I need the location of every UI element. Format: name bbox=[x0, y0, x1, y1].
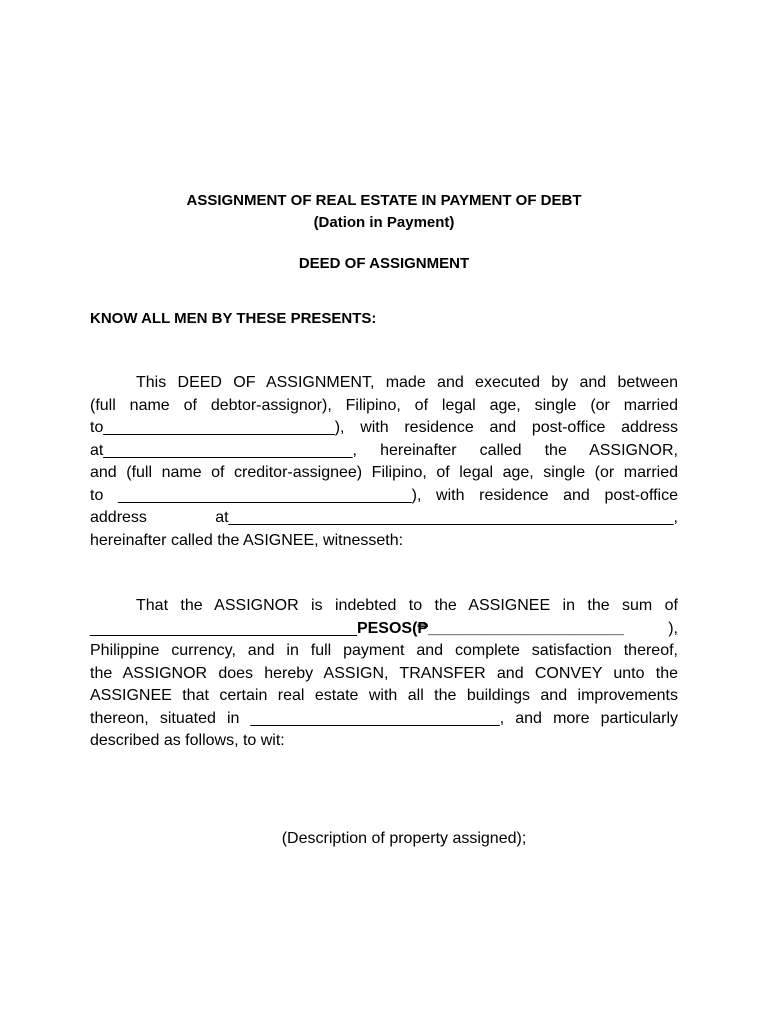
paragraph-line bbox=[90, 595, 678, 618]
paragraph-line bbox=[90, 372, 678, 395]
paragraph-text: address bbox=[90, 509, 147, 526]
deed-heading: DEED OF ASSIGNMENT bbox=[298, 255, 470, 272]
paragraph-text: That the ASSIGNOR is indebted to the ASSIGNEE in the sum of bbox=[136, 597, 678, 614]
document-subtitle: (Dation in Payment) bbox=[313, 214, 455, 231]
pesos-label: PESOS(₱______________________ bbox=[356, 619, 624, 637]
paragraph-text: at__________________________________________________, bbox=[215, 509, 678, 526]
paragraph-line: to _________________________________), with residence and post-office bbox=[90, 486, 678, 504]
paragraph-line: Philippine currency, and in full payment and complete satisfaction thereof, bbox=[90, 642, 678, 659]
paragraph-line bbox=[90, 507, 678, 530]
paragraph-line: ASSIGNEE that certain real estate with all the buildings and improvements bbox=[90, 687, 678, 704]
paragraph-line: (full name of debtor-assignor), Filipino, of legal age, single (or married bbox=[90, 396, 678, 414]
document-title: ASSIGNMENT OF REAL ESTATE IN PAYMENT OF DEBT bbox=[186, 192, 582, 209]
paragraph-text: This DEED OF ASSIGNMENT, made and executed by and between bbox=[136, 374, 678, 391]
paragraph-line: hereinafter called the ASIGNEE, witnesseth: bbox=[90, 531, 404, 549]
paragraph-text: ), bbox=[668, 619, 678, 637]
paragraph-line bbox=[90, 618, 678, 641]
paragraph-line: to__________________________), with residence and post-office address bbox=[90, 419, 678, 436]
paragraph-parties bbox=[90, 372, 678, 552]
paragraph-consideration bbox=[90, 595, 678, 753]
paragraph-line: thereon, situated in ____________________________, and more particularly bbox=[90, 709, 678, 727]
paragraph-line: described as follows, to wit: bbox=[90, 732, 285, 749]
paragraph-line: and (full name of creditor-assignee) Filipino, of legal age, single (or married bbox=[90, 464, 678, 481]
paragraph-line: at____________________________, hereinafter called the ASSIGNOR, bbox=[90, 441, 678, 459]
preamble: KNOW ALL MEN BY THESE PRESENTS: bbox=[90, 310, 377, 327]
paragraph-text: ______________________________ bbox=[90, 619, 357, 637]
property-description: (Description of property assigned); bbox=[281, 830, 527, 847]
paragraph-line: the ASSIGNOR does hereby ASSIGN, TRANSFER and CONVEY unto the bbox=[90, 664, 678, 682]
